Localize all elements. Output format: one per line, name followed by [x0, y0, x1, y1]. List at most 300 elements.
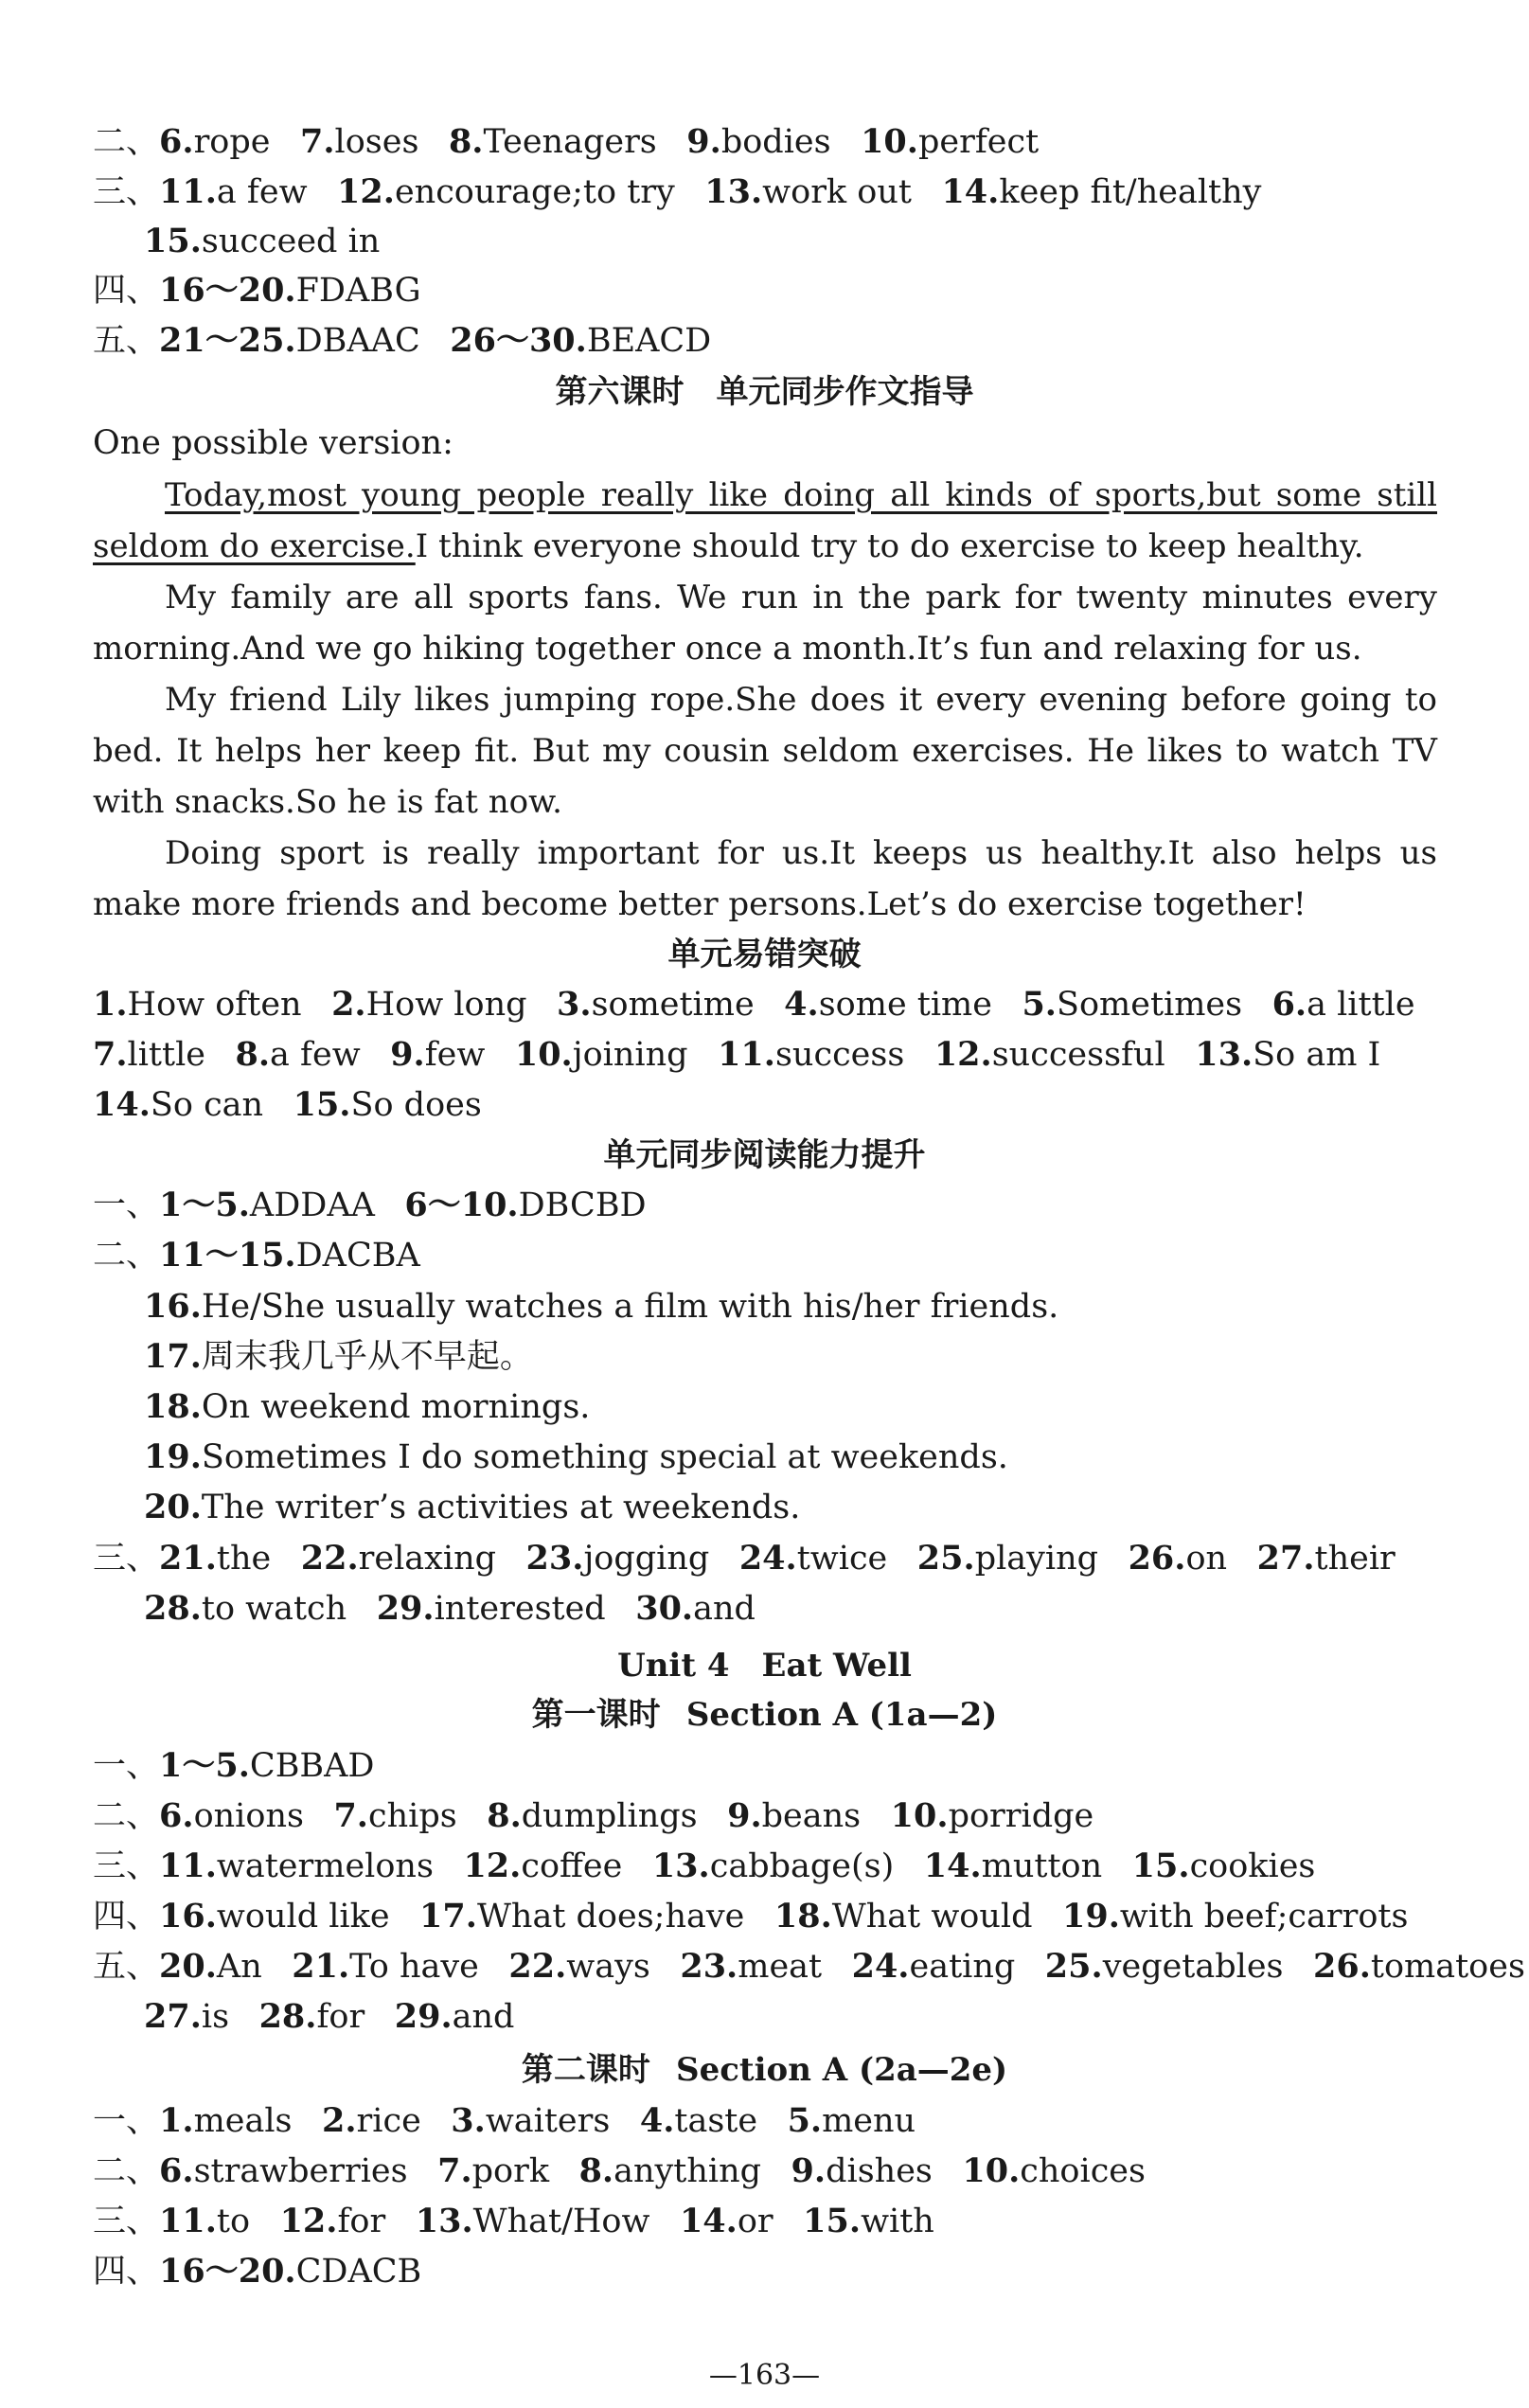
item-number: 23. — [525, 1539, 584, 1578]
item-number: 24. — [738, 1539, 797, 1578]
answer-item — [235, 1036, 360, 1074]
item-number: 11～15. — [159, 1236, 296, 1275]
item-answer: coffee — [521, 1847, 623, 1885]
item-answer: vegetables — [1102, 1948, 1284, 1986]
item-answer: pork — [471, 2152, 550, 2190]
item-answer: rice — [356, 2102, 421, 2140]
item-answer: the — [216, 1540, 272, 1578]
item-number: 16～20. — [159, 2252, 296, 2291]
answer-line — [144, 1388, 1438, 1426]
item-number: 26. — [1313, 1947, 1371, 1986]
item-number: 12. — [933, 1035, 992, 1074]
item-answer: a little — [1307, 986, 1415, 1024]
answer-item — [93, 1036, 205, 1074]
item-number: 14. — [923, 1846, 982, 1885]
item-number: 14. — [941, 172, 1000, 211]
item-answer: waiters — [485, 2102, 611, 2140]
item-number: 19. — [144, 1437, 202, 1476]
item-number: 24. — [851, 1947, 910, 1986]
item-number: 20. — [159, 1947, 217, 1986]
item-number: 8. — [487, 1796, 522, 1835]
item-number: 1～5. — [159, 1746, 250, 1785]
item-answer: dishes — [826, 2152, 933, 2190]
item-number: 12. — [279, 2202, 338, 2240]
item-answer: So can — [150, 1086, 264, 1124]
item-answer: or — [737, 2203, 773, 2240]
answer-item — [788, 2102, 916, 2140]
item-answer: jogging — [583, 1540, 710, 1578]
exercise-label: 一、 — [93, 1186, 160, 1224]
answer-item — [144, 1388, 590, 1426]
item-number: 7. — [437, 2151, 472, 2190]
answer-line — [93, 1797, 1438, 1835]
answer-item — [1195, 1036, 1380, 1074]
answer-item — [739, 1540, 887, 1578]
item-number: 21. — [292, 1947, 350, 1986]
answer-line — [93, 986, 1438, 1024]
answer-line — [144, 1489, 1438, 1526]
item-number: 15. — [293, 1085, 351, 1124]
answer-item — [1045, 1948, 1284, 1986]
item-answer: successful — [991, 1036, 1165, 1074]
item-number: 5. — [1022, 985, 1057, 1024]
answer-item — [449, 123, 657, 161]
answer-item — [704, 173, 912, 211]
answer-item — [144, 1590, 347, 1628]
item-number: 15. — [803, 2202, 862, 2240]
item-number: 13. — [1195, 1035, 1253, 1074]
answer-line — [93, 2152, 1438, 2190]
answer-item — [159, 2152, 408, 2190]
item-number: 2. — [331, 985, 366, 1024]
answer-item — [526, 1540, 710, 1578]
section-heading — [0, 2051, 1529, 2089]
lesson-title-en: Section A (1a—2) — [685, 1696, 998, 1734]
answer-item — [93, 986, 302, 1024]
answer-line — [93, 1947, 1525, 1986]
exercise-label: 三、 — [93, 1540, 160, 1578]
answer-item — [727, 1797, 861, 1835]
item-answer: with beef;carrots — [1119, 1898, 1409, 1935]
item-number: 9. — [791, 2151, 827, 2190]
item-number: 2. — [322, 2101, 357, 2140]
answer-line — [144, 1338, 1438, 1376]
section-heading — [0, 1696, 1529, 1734]
item-number: 10. — [861, 122, 918, 161]
answer-item — [1062, 1898, 1408, 1935]
item-answer: beans — [761, 1797, 862, 1835]
item-number: 8. — [578, 2151, 614, 2190]
answer-item — [159, 272, 421, 310]
item-answer: onions — [193, 1797, 304, 1835]
answer-item — [395, 1998, 515, 2036]
item-number: 3. — [557, 985, 592, 1024]
item-number: 6. — [159, 1796, 194, 1835]
answer-line — [93, 272, 1438, 310]
answer-item — [1022, 986, 1242, 1024]
answer-line — [93, 2203, 1438, 2240]
answer-item — [791, 2152, 933, 2190]
section-heading: 第六课时 单元同步作文指导 — [555, 373, 974, 411]
item-number: 11. — [159, 2202, 217, 2240]
item-number: 11. — [159, 1846, 217, 1885]
answer-line — [93, 1086, 1438, 1124]
item-answer: choices — [1020, 2152, 1146, 2190]
item-number: 6～10. — [404, 1186, 519, 1224]
item-answer: BEACD — [586, 322, 712, 360]
item-answer: Sometimes I do something special at weekends. — [201, 1438, 1008, 1476]
answer-line — [93, 123, 1438, 161]
answer-item — [652, 1847, 894, 1885]
item-answer: 周末我几乎从不早起。 — [201, 1338, 533, 1376]
item-answer: is — [201, 1998, 230, 2036]
item-answer: He/She usually watches a film with his/her friends. — [201, 1288, 1059, 1326]
item-answer: encourage;to try — [394, 173, 675, 211]
item-number: 26～30. — [450, 321, 587, 360]
item-number: 13. — [704, 172, 763, 211]
unit-title: Unit 4 Eat Well — [617, 1647, 912, 1685]
item-answer: would like — [216, 1898, 390, 1935]
item-number: 7. — [299, 122, 335, 161]
item-answer: joining — [572, 1036, 688, 1074]
item-number: 16～20. — [159, 271, 296, 310]
item-number: 13. — [651, 1846, 710, 1885]
answer-line — [93, 2102, 1438, 2140]
item-answer: What does;have — [476, 1898, 745, 1935]
answer-line — [93, 1747, 1438, 1785]
item-answer: bodies — [720, 123, 831, 161]
answer-item — [416, 2203, 650, 2240]
item-number: 6. — [159, 2151, 194, 2190]
answer-item — [159, 1948, 262, 1986]
item-number: 9. — [727, 1796, 762, 1835]
item-number: 8. — [235, 1035, 271, 1074]
item-number: 25. — [916, 1539, 975, 1578]
answer-line — [93, 322, 1438, 360]
answer-item — [1129, 1540, 1228, 1578]
answer-item — [301, 1540, 496, 1578]
item-answer: for — [316, 1998, 365, 2036]
item-answer: a few — [270, 1036, 361, 1074]
item-answer: strawberries — [193, 2152, 408, 2190]
item-answer: interested — [434, 1590, 606, 1628]
item-answer: perfect — [917, 123, 1040, 161]
answer-item — [159, 173, 308, 211]
answer-item — [579, 2152, 761, 2190]
item-answer: little — [127, 1036, 205, 1074]
item-answer: rope — [193, 123, 271, 161]
item-number: 5. — [787, 2101, 823, 2140]
item-answer: taste — [674, 2102, 758, 2140]
answer-item — [635, 1590, 756, 1628]
lesson-title-en: Section A (2a—2e) — [676, 2051, 1008, 2089]
answer-item — [404, 1186, 646, 1224]
answer-item — [159, 1186, 375, 1224]
item-answer: mutton — [981, 1847, 1103, 1885]
answer-item — [159, 2102, 292, 2140]
item-answer: Teenagers — [483, 123, 657, 161]
answer-item — [292, 1948, 479, 1986]
item-number: 15. — [144, 222, 202, 260]
item-answer: How often — [127, 986, 302, 1024]
answer-line — [93, 1036, 1438, 1074]
item-number: 11. — [718, 1035, 775, 1074]
item-number: 10. — [890, 1796, 949, 1835]
item-number: 29. — [394, 1997, 453, 2036]
page-number: —163— — [708, 2359, 821, 2392]
item-number: 8. — [448, 122, 484, 161]
item-answer: loses — [334, 123, 419, 161]
answer-item — [333, 1797, 456, 1835]
item-number: 18. — [144, 1387, 202, 1426]
item-answer: Sometimes — [1057, 986, 1243, 1024]
item-answer: cookies — [1189, 1847, 1316, 1885]
item-number: 29. — [376, 1589, 435, 1628]
item-answer: with — [861, 2203, 934, 2240]
item-number: 28. — [258, 1997, 317, 2036]
item-number: 21. — [159, 1539, 217, 1578]
item-answer: CBBAD — [249, 1747, 375, 1785]
item-number: 13. — [415, 2202, 473, 2240]
answer-item — [515, 1036, 688, 1074]
item-number: 22. — [508, 1947, 567, 1986]
item-number: 10. — [514, 1035, 573, 1074]
answer-item — [437, 2152, 549, 2190]
item-answer: keep fit/healthy — [999, 173, 1262, 211]
answer-item — [508, 1948, 649, 1986]
item-number: 7. — [333, 1796, 368, 1835]
answer-line — [144, 1438, 1438, 1476]
item-answer: On weekend mornings. — [201, 1388, 591, 1426]
item-number: 1～5. — [159, 1186, 250, 1224]
exercise-label: 三、 — [93, 2203, 160, 2240]
answer-item — [852, 1948, 1016, 1986]
item-answer: for — [337, 2203, 386, 2240]
exercise-label: 二、 — [93, 2152, 160, 2190]
answer-item — [1272, 986, 1415, 1024]
item-answer: FDABG — [295, 272, 421, 310]
item-answer: on — [1185, 1540, 1228, 1578]
item-answer: What would — [831, 1898, 1033, 1935]
item-number: 17. — [144, 1337, 202, 1376]
answer-item — [680, 1948, 822, 1986]
answer-item — [861, 123, 1039, 161]
answer-item — [451, 2102, 610, 2140]
exercise-label: 一、 — [93, 1747, 160, 1785]
answer-item — [419, 1898, 744, 1935]
item-number: 21～25. — [159, 321, 296, 360]
item-number: 23. — [680, 1947, 738, 1986]
answer-item — [934, 1036, 1165, 1074]
item-answer: DACBA — [295, 1237, 420, 1275]
item-number: 27. — [1256, 1539, 1315, 1578]
item-number: 4. — [784, 985, 819, 1024]
exercise-label: 四、 — [93, 2253, 160, 2291]
answer-line — [144, 1590, 1438, 1628]
item-answer: few — [424, 1036, 486, 1074]
lesson-title-cn: 第二课时 — [521, 2051, 650, 2089]
answer-item — [322, 2102, 421, 2140]
answer-item — [718, 1036, 904, 1074]
item-number: 18. — [773, 1897, 832, 1935]
item-number: 7. — [93, 1035, 128, 1074]
answer-item — [144, 1338, 533, 1376]
answer-item — [144, 223, 380, 260]
item-answer: anything — [613, 2152, 762, 2190]
answer-item — [924, 1847, 1102, 1885]
item-number: 3. — [451, 2101, 486, 2140]
exercise-label: 四、 — [93, 1898, 160, 1935]
exercise-label: 三、 — [93, 173, 160, 211]
item-number: 12. — [463, 1846, 522, 1885]
answer-item — [487, 1797, 697, 1835]
answer-line — [93, 1186, 1438, 1224]
section-heading: 单元同步阅读能力提升 — [603, 1136, 926, 1174]
item-answer: and — [693, 1590, 756, 1628]
item-answer: So does — [350, 1086, 482, 1124]
answer-item — [159, 1847, 434, 1885]
answer-item — [144, 1489, 800, 1526]
answer-item — [159, 123, 270, 161]
answer-item — [1132, 1847, 1316, 1885]
exercise-label: 五、 — [93, 322, 160, 360]
answer-item — [450, 322, 711, 360]
item-answer: To have — [349, 1948, 479, 1986]
answer-item — [686, 123, 830, 161]
answer-line — [93, 2253, 1438, 2291]
item-number: 22. — [300, 1539, 359, 1578]
answer-item — [680, 2203, 773, 2240]
answer-item — [144, 1438, 1008, 1476]
item-answer: to watch — [201, 1590, 347, 1628]
item-number: 30. — [635, 1589, 694, 1628]
underlined-topic-sentence: Today,most young people really like doing all kinds of sports,but some still seldom do exercise. — [93, 476, 1437, 565]
answer-item — [463, 1847, 622, 1885]
item-number: 10. — [962, 2151, 1021, 2190]
essay-paragraph-3: My friend Lily likes jumping rope.She does it every evening before going to bed. It helps her keep fit. But my cousin seldom exercises. He likes to watch TV with snacks.So he is fat now. — [93, 681, 1437, 821]
answer-item — [159, 1898, 390, 1935]
answer-item — [337, 173, 675, 211]
writing-intro: One possible version: — [93, 424, 453, 462]
answer-line — [144, 1998, 1438, 2036]
answer-item — [377, 1590, 606, 1628]
item-number: 14. — [679, 2202, 738, 2240]
item-answer: some time — [818, 986, 992, 1024]
answer-item — [941, 173, 1261, 211]
item-number: 6. — [1271, 985, 1307, 1024]
answer-item — [144, 1288, 1058, 1326]
answer-line — [144, 223, 1438, 260]
item-number: 17. — [419, 1897, 477, 1935]
answer-item — [159, 2253, 421, 2291]
item-answer: porridge — [948, 1797, 1094, 1835]
item-answer: work out — [762, 173, 912, 211]
answer-item — [1257, 1540, 1396, 1578]
essay-paragraph-1 — [93, 470, 1437, 572]
item-answer: DBAAC — [295, 322, 420, 360]
answer-item — [331, 986, 526, 1024]
item-number: 26. — [1128, 1539, 1186, 1578]
item-number: 4. — [639, 2101, 675, 2140]
answer-item — [159, 1747, 374, 1785]
item-answer: success — [774, 1036, 905, 1074]
item-answer: relaxing — [358, 1540, 497, 1578]
answer-item — [962, 2152, 1146, 2190]
item-answer: What/How — [472, 2203, 650, 2240]
item-number: 6. — [159, 122, 194, 161]
answer-item — [159, 2203, 250, 2240]
answer-item — [280, 2203, 386, 2240]
answer-item — [159, 1540, 271, 1578]
answer-item — [159, 1797, 304, 1835]
answer-item — [891, 1797, 1094, 1835]
exercise-label: 二、 — [93, 1237, 160, 1275]
answer-item — [159, 1237, 420, 1275]
item-number: 19. — [1062, 1897, 1120, 1935]
exercise-label: 四、 — [93, 272, 160, 310]
lesson-title-cn: 第一课时 — [531, 1696, 661, 1734]
exercise-label: 二、 — [93, 123, 160, 161]
exercise-label: 三、 — [93, 1847, 160, 1885]
item-number: 25. — [1044, 1947, 1103, 1986]
answer-line — [93, 1898, 1438, 1935]
answer-item — [300, 123, 418, 161]
essay-paragraph-4: Doing sport is really important for us.It keeps us healthy.It also helps us make more friends and become better persons.Let’s do exercise together! — [93, 834, 1437, 923]
answer-item — [159, 322, 420, 360]
item-number: 11. — [159, 172, 217, 211]
item-answer: meals — [193, 2102, 293, 2140]
item-answer: The writer’s activities at weekends. — [201, 1489, 801, 1526]
item-answer: DBCBD — [518, 1186, 647, 1224]
item-number: 14. — [93, 1085, 151, 1124]
item-number: 20. — [144, 1488, 202, 1526]
item-answer: How long — [365, 986, 527, 1024]
item-answer: tomatoes — [1370, 1948, 1525, 1986]
item-answer: So am I — [1253, 1036, 1381, 1074]
item-number: 27. — [144, 1997, 202, 2036]
item-answer: and — [452, 1998, 515, 2036]
answer-item — [144, 1998, 229, 2036]
exercise-label: 一、 — [93, 2102, 160, 2140]
item-answer: chips — [368, 1797, 457, 1835]
item-answer: An — [216, 1948, 262, 1986]
answer-line — [93, 1237, 1438, 1275]
item-answer: meat — [738, 1948, 823, 1986]
answer-item — [1313, 1948, 1525, 1986]
answer-line — [144, 1288, 1438, 1326]
item-answer: playing — [974, 1540, 1099, 1578]
item-answer: menu — [822, 2102, 916, 2140]
item-number: 1. — [93, 985, 128, 1024]
item-number: 9. — [686, 122, 721, 161]
item-answer: CDACB — [295, 2253, 422, 2291]
answer-item — [774, 1898, 1033, 1935]
answer-item — [259, 1998, 365, 2036]
item-number: 28. — [144, 1589, 202, 1628]
answer-item — [803, 2203, 934, 2240]
paragraph-text: I think everyone should try to do exercise to keep healthy. — [415, 527, 1364, 565]
answer-line — [93, 1540, 1438, 1578]
answer-item — [640, 2102, 757, 2140]
answer-item — [557, 986, 755, 1024]
item-answer: sometime — [591, 986, 755, 1024]
item-answer: to — [216, 2203, 251, 2240]
answer-item — [784, 986, 992, 1024]
essay-paragraph-2: My family are all sports fans. We run in the park for twenty minutes every morning.And we go hiking together once a month.It’s fun and relaxing for us. — [93, 579, 1437, 668]
item-number: 16. — [159, 1897, 217, 1935]
item-answer: watermelons — [216, 1847, 434, 1885]
item-number: 12. — [337, 172, 395, 211]
